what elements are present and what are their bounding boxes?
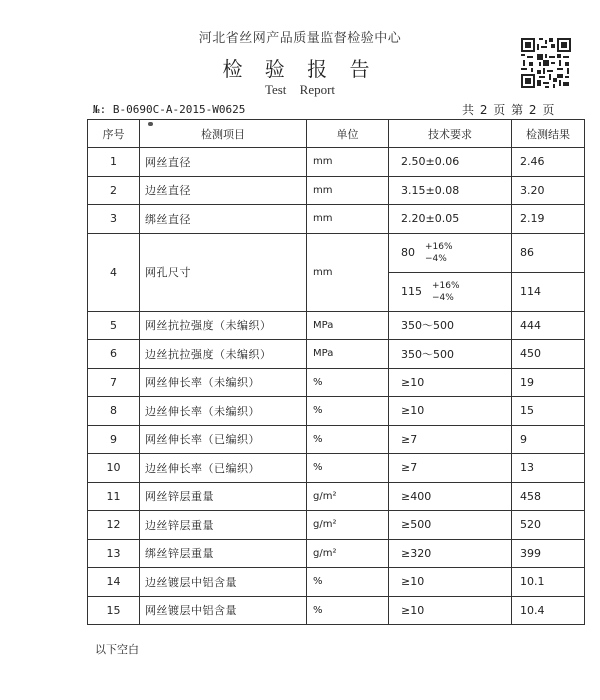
column-header-requirement: 技术要求 xyxy=(389,120,512,148)
column-header-unit: 单位 xyxy=(307,120,389,148)
row-no: 8 xyxy=(88,397,140,426)
row-no: 12 xyxy=(88,511,140,540)
table-row xyxy=(88,368,585,397)
row-no: 10 xyxy=(88,454,140,483)
column-header-item: 检测项目 xyxy=(140,120,307,148)
row-no: 2 xyxy=(88,176,140,205)
table-row xyxy=(88,454,585,483)
row-unit: % xyxy=(307,397,389,426)
row-result: 13 xyxy=(512,454,585,483)
table-row xyxy=(88,425,585,454)
row-unit: % xyxy=(307,368,389,397)
tolerance-minus: −4% xyxy=(432,292,454,303)
table-row xyxy=(88,311,585,340)
row-requirement xyxy=(389,272,512,311)
table-row xyxy=(88,340,585,369)
row-unit: MPa xyxy=(307,311,389,340)
row-unit: mm xyxy=(307,148,389,177)
row-requirement: ≥500 xyxy=(389,511,512,540)
row-result: 458 xyxy=(512,482,585,511)
row-no: 7 xyxy=(88,368,140,397)
row-unit: % xyxy=(307,454,389,483)
row-no: 15 xyxy=(88,596,140,625)
table-row xyxy=(88,176,585,205)
row-requirement: ≥10 xyxy=(389,568,512,597)
row-requirement: 350～500 xyxy=(389,340,512,369)
row-result: 114 xyxy=(512,272,585,311)
row-unit: mm xyxy=(307,205,389,234)
row-requirement: ≥10 xyxy=(389,596,512,625)
table-row xyxy=(88,482,585,511)
row-item: 网孔尺寸 xyxy=(140,233,307,311)
row-requirement: 3.15±0.08 xyxy=(389,176,512,205)
report-title-english: Test Report xyxy=(264,82,336,97)
row-requirement: ≥7 xyxy=(389,425,512,454)
row-requirement: ≥400 xyxy=(389,482,512,511)
row-no: 6 xyxy=(88,340,140,369)
table-row xyxy=(88,539,585,568)
row-item: 网丝锌层重量 xyxy=(140,482,307,511)
row-requirement xyxy=(389,233,512,272)
column-header-result: 检测结果 xyxy=(512,120,585,148)
page-indicator: 共 2 页 第 2 页 xyxy=(462,103,556,117)
row-item: 边丝伸长率（已编织） xyxy=(140,454,307,483)
end-of-data-note: 以下空白 xyxy=(95,643,139,656)
row-result: 2.46 xyxy=(512,148,585,177)
row-requirement: ≥7 xyxy=(389,454,512,483)
row-unit: g/m² xyxy=(307,511,389,540)
row-item: 网丝伸长率（已编织） xyxy=(140,425,307,454)
table-row xyxy=(88,397,585,426)
row-requirement: 2.20±0.05 xyxy=(389,205,512,234)
column-header-no: 序号 xyxy=(88,120,140,148)
row-unit: mm xyxy=(307,233,389,311)
row-result: 19 xyxy=(512,368,585,397)
table-row xyxy=(88,205,585,234)
table-row xyxy=(88,148,585,177)
row-item: 网丝镀层中铝含量 xyxy=(140,596,307,625)
row-unit: % xyxy=(307,425,389,454)
table-row xyxy=(88,233,585,272)
row-item: 边丝锌层重量 xyxy=(140,511,307,540)
row-unit: g/m² xyxy=(307,539,389,568)
row-unit: mm xyxy=(307,176,389,205)
issuing-organization: 河北省丝网产品质量监督检验中心 xyxy=(198,31,402,46)
row-no: 5 xyxy=(88,311,140,340)
tolerance-plus: +16% xyxy=(425,241,453,252)
table-row xyxy=(88,568,585,597)
row-requirement: 2.50±0.06 xyxy=(389,148,512,177)
row-no: 14 xyxy=(88,568,140,597)
row-item: 绑丝锌层重量 xyxy=(140,539,307,568)
tolerance-minus: −4% xyxy=(425,253,447,264)
document-number: №: B-0690C-A-2015-W0625 xyxy=(93,103,246,116)
row-unit: g/m² xyxy=(307,482,389,511)
row-requirement: ≥320 xyxy=(389,539,512,568)
row-requirement: ≥10 xyxy=(389,368,512,397)
mesh-base-size: 115 xyxy=(401,284,422,298)
row-item: 边丝抗拉强度（未编织） xyxy=(140,340,307,369)
row-requirement: ≥10 xyxy=(389,397,512,426)
row-item: 网丝伸长率（未编织） xyxy=(140,368,307,397)
row-no: 3 xyxy=(88,205,140,234)
tolerance-plus: +16% xyxy=(432,280,460,291)
row-result: 399 xyxy=(512,539,585,568)
row-result: 3.20 xyxy=(512,176,585,205)
row-item: 边丝镀层中铝含量 xyxy=(140,568,307,597)
row-item: 边丝伸长率（未编织） xyxy=(140,397,307,426)
row-result: 10.1 xyxy=(512,568,585,597)
ink-speck xyxy=(148,122,153,126)
table-header-row xyxy=(88,120,585,148)
row-result: 9 xyxy=(512,425,585,454)
table-row xyxy=(88,511,585,540)
qr-code-icon xyxy=(521,38,571,88)
row-no: 4 xyxy=(88,233,140,311)
row-no: 1 xyxy=(88,148,140,177)
row-no: 13 xyxy=(88,539,140,568)
row-item: 网丝抗拉强度（未编织） xyxy=(140,311,307,340)
row-unit: % xyxy=(307,568,389,597)
row-no: 11 xyxy=(88,482,140,511)
row-result: 2.19 xyxy=(512,205,585,234)
row-result: 15 xyxy=(512,397,585,426)
row-no: 9 xyxy=(88,425,140,454)
row-item: 绑丝直径 xyxy=(140,205,307,234)
row-result: 444 xyxy=(512,311,585,340)
report-title-chinese: 检 验 报 告 xyxy=(222,57,378,81)
row-requirement: 350～500 xyxy=(389,311,512,340)
mesh-base-size: 80 xyxy=(401,245,415,259)
row-unit: % xyxy=(307,596,389,625)
row-result: 86 xyxy=(512,233,585,272)
row-unit: MPa xyxy=(307,340,389,369)
row-item: 网丝直径 xyxy=(140,148,307,177)
row-item: 边丝直径 xyxy=(140,176,307,205)
row-result: 450 xyxy=(512,340,585,369)
row-result: 10.4 xyxy=(512,596,585,625)
row-result: 520 xyxy=(512,511,585,540)
inspection-table xyxy=(87,119,585,625)
table-row xyxy=(88,596,585,625)
